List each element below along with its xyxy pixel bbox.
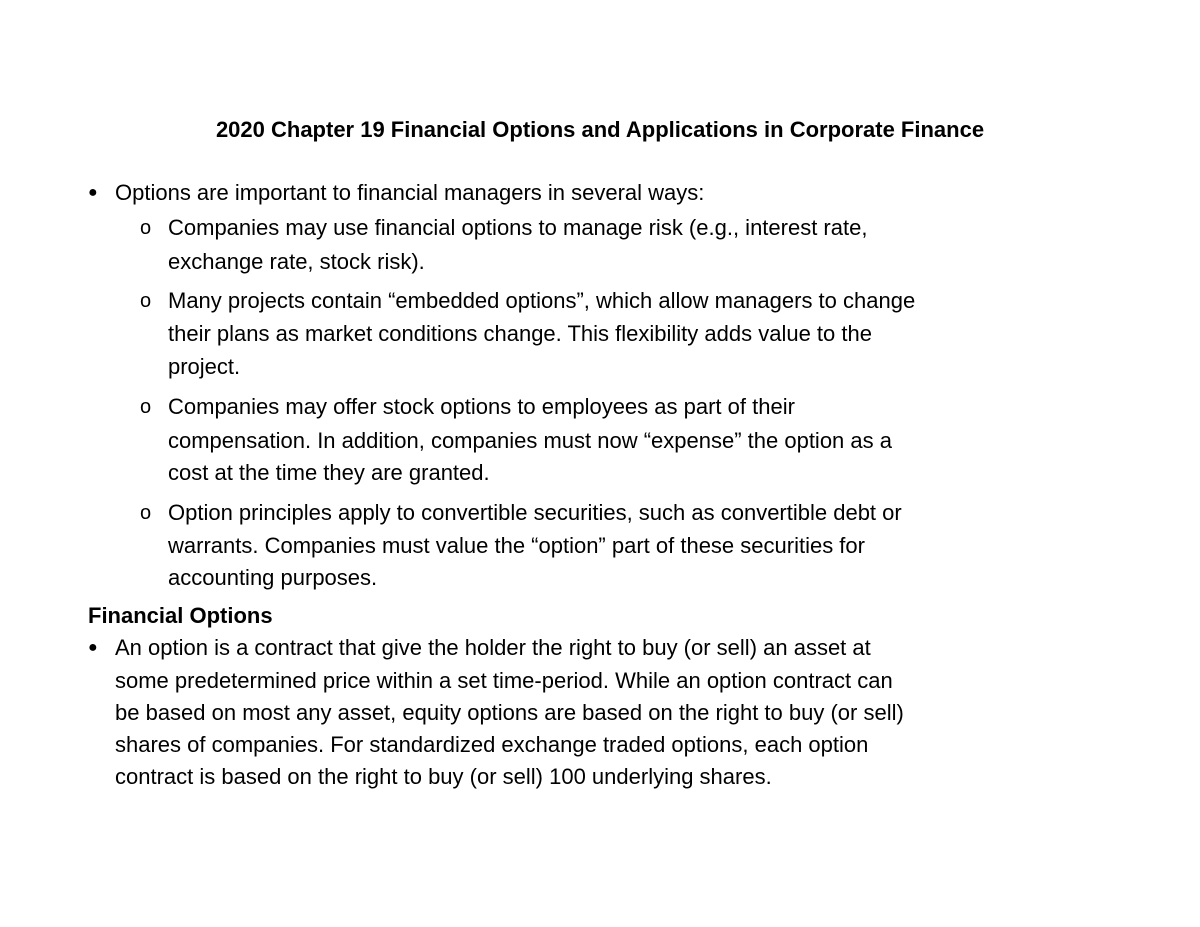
text-line: An option is a contract that give the holder the right to buy (or sell) an asset at — [115, 635, 871, 660]
text-line: shares of companies. For standardized exchange traded options, each option — [115, 732, 869, 757]
text-line: project. — [168, 354, 241, 379]
text-line: Option principles apply to convertible securities, such as convertible debt or — [168, 500, 902, 525]
text-line: cost at the time they are granted. — [168, 460, 490, 485]
text-line: be based on most any asset, equity options are based on the right to buy (or sell) — [115, 700, 904, 725]
sub-bullet-icon: o — [140, 396, 152, 418]
sub-bullet-icon: o — [140, 502, 152, 524]
section-heading: Financial Options — [88, 603, 273, 628]
bullet-icon: ● — [88, 639, 98, 656]
sub-bullet-icon: o — [140, 217, 152, 239]
text-line: Companies may offer stock options to employees as part of their — [168, 394, 795, 419]
text-line: compensation. In addition, companies must now “expense” the option as a — [168, 428, 892, 453]
text-line: their plans as market conditions change. This flexibility adds value to the — [168, 321, 872, 346]
text-line: Companies may use financial options to manage risk (e.g., interest rate, — [168, 215, 868, 240]
text-line: Many projects contain “embedded options”, which allow managers to change — [168, 288, 916, 313]
intro-bullet: Options are important to financial managers in several ways: — [115, 180, 705, 205]
text-line: warrants. Companies must value the “option” part of these securities for — [168, 533, 865, 558]
sub-bullet-icon: o — [140, 290, 152, 312]
bullet-icon: ● — [88, 184, 98, 201]
text-line: some predetermined price within a set time-period. While an option contract can — [115, 668, 893, 693]
page-title: 2020 Chapter 19 Financial Options and Applications in Corporate Finance — [215, 117, 985, 142]
text-line: accounting purposes. — [168, 565, 378, 590]
text-line: exchange rate, stock risk). — [168, 249, 425, 274]
text-line: contract is based on the right to buy (or sell) 100 underlying shares. — [115, 764, 772, 789]
